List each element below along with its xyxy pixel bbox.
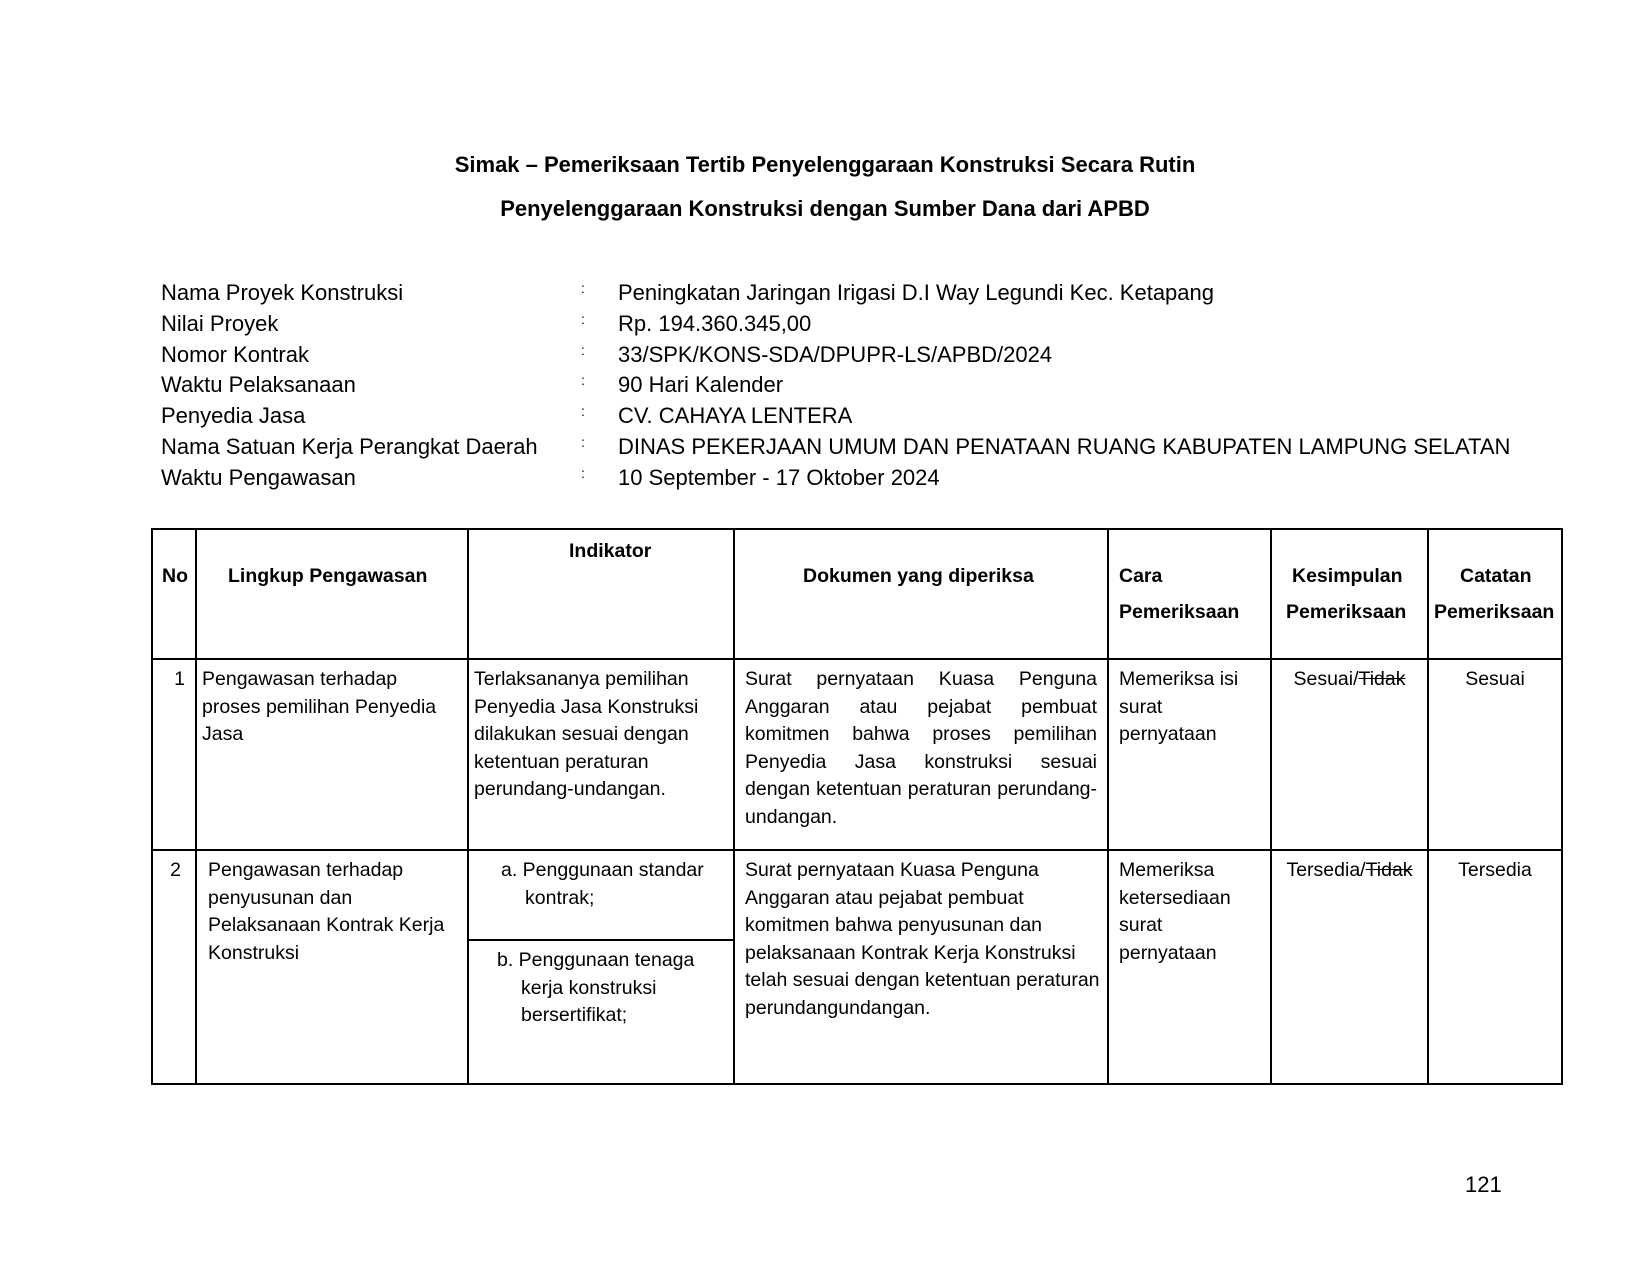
kesimpulan-struck: Tidak (1358, 668, 1406, 690)
header-catatan-label-1: Catatan (1460, 565, 1532, 587)
row1-indikator-text: Terlaksananya pemilihan Penyedia Jasa Konstruksi dilakukan sesuai dengan ketentuan peraturan perundang-undangan. (474, 668, 699, 800)
header-cara-label-1: Cara (1119, 565, 1163, 587)
row2-lingkup (196, 850, 468, 1084)
header-dokumen-label: Dokumen yang diperiksa (803, 565, 1034, 587)
header-kesimpulan-label-1: Kesimpulan (1292, 565, 1403, 587)
row2-no-text: 2 (170, 859, 181, 881)
info-label: Nama Proyek Konstruksi (161, 280, 404, 305)
row2-kesimpulan (1271, 850, 1428, 1084)
row2-catatan-text: Tersedia (1458, 859, 1532, 881)
info-value: Peningkatan Jaringan Irigasi D.I Way Legundi Kec. Ketapang (618, 280, 1214, 305)
info-colon: : (581, 310, 585, 327)
indikator-a-text: a. Penggunaan standar kontrak; (501, 859, 704, 909)
info-colon: : (581, 280, 585, 296)
row1-dokumen-text: Surat pernyataan Kuasa Penguna Anggaran atau pejabat pembuat komitmen bahwa proses pemilihan Penyedia Jasa konstruksi sesuai dengan ketentuan peraturan perundang-undangan. (745, 668, 1097, 828)
header-lingkup-label: Lingkup Pengawasan (228, 565, 428, 587)
info-colon: : (581, 403, 585, 420)
row1-catatan (1428, 659, 1562, 850)
header-kesimpulan-label-2: Pemeriksaan (1286, 601, 1407, 623)
row1-lingkup-text: Pengawasan terhadap proses pemilihan Penyedia Jasa (202, 668, 437, 745)
kesimpulan-struck: Tidak (1365, 859, 1413, 881)
page-number: 121 (1465, 1172, 1502, 1197)
header-no (152, 529, 196, 659)
header-indikator-label: Indikator (569, 540, 652, 562)
info-value: 10 September - 17 Oktober 2024 (618, 464, 940, 490)
info-label: Penyedia Jasa (161, 403, 306, 429)
info-value: CV. CAHAYA LENTERA (618, 403, 853, 429)
info-colon: : (581, 433, 585, 450)
row2-lingkup-text: Pengawasan terhadap penyusunan dan Pelaksanaan Kontrak Kerja Konstruksi (208, 859, 445, 964)
row1-lingkup (196, 659, 468, 850)
indikator-b-text: b. Penggunaan tenaga kerja konstruksi bersertifikat; (497, 949, 695, 1026)
row2-catatan (1428, 850, 1562, 1084)
kesimpulan-selected: Sesuai/ (1293, 668, 1359, 690)
header-catatan-label-2: Pemeriksaan (1434, 601, 1555, 623)
header-cara (1108, 529, 1271, 659)
indikator-a (469, 851, 733, 939)
indikator-b (469, 941, 733, 1030)
row1-no-text: 1 (174, 668, 185, 690)
header-indikator (468, 529, 734, 659)
row2-cara-text: Memeriksa ketersediaan surat pernyataan (1119, 859, 1231, 964)
document-subtitle: Penyelenggaraan Konstruksi dengan Sumber Dana dari APBD (500, 196, 1150, 221)
header-catatan (1428, 529, 1562, 659)
row2-indikator (468, 850, 734, 1084)
header-cara-label-2: Pemeriksaan (1119, 601, 1240, 623)
document-title: Simak – Pemeriksaan Tertib Penyelenggaraan Konstruksi Secara Rutin (454, 152, 1196, 177)
row2-cara (1108, 850, 1271, 1084)
row2-kesimpulan-text (1272, 851, 1427, 885)
table-row (152, 659, 1562, 850)
row1-kesimpulan (1271, 659, 1428, 850)
row1-catatan-text: Sesuai (1465, 668, 1525, 690)
info-label: Nomor Kontrak (161, 341, 309, 367)
table-header-row (152, 529, 1562, 659)
row1-indikator (468, 659, 734, 850)
inspection-table (151, 528, 1563, 1085)
info-value: 33/SPK/KONS-SDA/DPUPR-LS/APBD/2024 (618, 341, 1053, 367)
row2-no (152, 850, 196, 1084)
info-colon: : (581, 341, 585, 358)
kesimpulan-selected: Tersedia/ (1286, 859, 1366, 881)
info-label: Waktu Pengawasan (161, 464, 356, 490)
row1-cara (1108, 659, 1271, 850)
row1-cara-text: Memeriksa isi surat pernyataan (1119, 668, 1239, 745)
row1-kesimpulan-text (1272, 660, 1427, 694)
info-label: Nilai Proyek (161, 310, 279, 336)
row2-dokumen (734, 850, 1108, 1084)
info-label: Nama Satuan Kerja Perangkat Daerah (161, 433, 538, 459)
header-dokumen (734, 529, 1108, 659)
row1-dokumen (734, 659, 1108, 850)
info-value: 90 Hari Kalender (618, 372, 784, 398)
header-kesimpulan (1271, 529, 1428, 659)
header-no-label: No (162, 565, 188, 587)
info-label: Waktu Pelaksanaan (161, 372, 356, 398)
info-colon: : (581, 372, 585, 389)
table-row (152, 850, 1562, 1084)
row1-no (152, 659, 196, 850)
row2-dokumen-text: Surat pernyataan Kuasa Penguna Anggaran atau pejabat pembuat komitmen bahwa penyusunan dan pelaksanaan Kontrak Kerja Konstruksi telah sesuai dengan ketentuan peraturan perundangundangan. (745, 859, 1100, 1019)
header-lingkup (196, 529, 468, 659)
info-colon: : (581, 464, 585, 481)
info-value: Rp. 194.360.345,00 (618, 310, 812, 336)
info-value: DINAS PEKERJAAN UMUM DAN PENATAAN RUANG KABUPATEN LAMPUNG SELATAN (618, 433, 1511, 459)
